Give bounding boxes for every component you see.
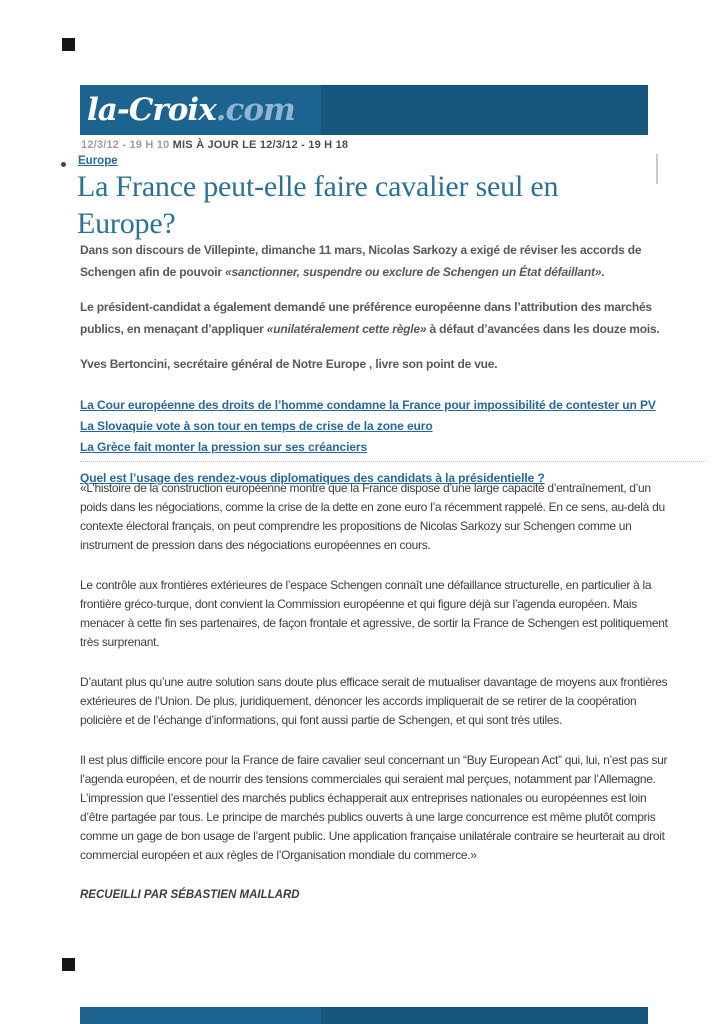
lead-paragraph-2 — [80, 297, 662, 340]
lead-paragraph-1 — [80, 240, 662, 283]
published-date: 12/3/12 - 19 H 10 — [81, 139, 170, 151]
body-paragraph-2: Le contrôle aux frontières extérieures de l’espace Schengen connaît une défaillance structurelle, en particulier à la frontière gréco-turque, dont convient la Commission européenne et qui figure déjà sur l’agenda européen. Mais menacer à cette fin ses partenaires, de façon frontale et agressive, de sortir la France de Schengen est politiquement très surprenant. — [80, 578, 668, 649]
body-paragraph-4: Il est plus difficile encore pour la France de faire cavalier seul concernant un “Buy European Act” qui, lui, n’est pas sur l’agenda européen, et de nourrir des tensions commerciales qui seraient mal perçues, notamment par l’Allemagne. L’impression que l’essentiel des marchés publics échapperait aux entreprises nationales ou européennes est loin d’être partagée par tous. Le principe de marchés publics ouverts à une large concurrence est même plutôt compris comme un gage de bon usage de l’argent public. Une application française unilatérale contraire se heurterait au droit commercial européen et aux règles de l’Organisation mondiale du commerce.» — [80, 753, 668, 862]
article-body — [80, 479, 675, 926]
brand-suffix: .com — [215, 92, 295, 128]
article-title — [77, 168, 558, 242]
lead-quote: «sanctionner, suspendre ou exclure de Schengen un État défaillant» — [225, 264, 602, 279]
related-links — [80, 395, 706, 489]
lead-paragraph-3: Yves Bertoncini, secrétaire général de Notre Europe , livre son point de vue. — [80, 357, 498, 371]
related-link-1[interactable]: La Cour européenne des droits de l’homme condamne la France pour impossibilité de contester un PV — [80, 398, 656, 412]
related-link-3[interactable]: La Grèce fait monter la pression sur ses créanciers — [80, 440, 368, 454]
masthead-banner — [80, 85, 648, 135]
lead-text: Dans son discours de Villepinte, dimanche 11 mars, Nicolas Sarkozy a exigé de réviser les accords de Schengen afin de pouvoir — [80, 243, 642, 279]
title-line-1: La France peut-elle faire cavalier seul en — [77, 170, 559, 203]
body-paragraph-3: D’autant plus qu’une autre solution sans doute plus efficace serait de mutualiser davantage de moyens aux frontières extérieures de l’Union. De plus, juridiquement, dénoncer les accords impliquerait de se retirer de la coopération policière et de l’échange d’informations, qui font aussi partie de Schengen, et qui sont très utiles. — [80, 675, 668, 727]
lead-tail: . — [601, 264, 605, 279]
article-lead — [80, 240, 662, 390]
list-bullet-icon — [61, 162, 66, 167]
dateline — [81, 139, 348, 151]
lead-text: Le président-candidat a également demandé une préférence européenne dans l’attribution des marchés publics, en menaçant d’appliquer — [80, 300, 652, 336]
section-link-europe[interactable]: Europe — [78, 155, 118, 167]
body-paragraph-1: «L’histoire de la construction européenne montre que la France dispose d’une large capacité d’entraînement, d’un poids dans les négociations, comme la crise de la dette en zone euro l’a récemment rappelé. En ce sens, au-delà du contexte électoral français, on peut comprendre les propositions de Nicolas Sarkozy sur Schengen comme un instrument de pression dans des négociations européennes en cours. — [80, 481, 665, 552]
dotted-separator — [80, 461, 706, 462]
title-line-2: Europe? — [77, 207, 176, 240]
print-artifact-square-bottom — [62, 958, 75, 971]
updated-date: MIS À JOUR LE 12/3/12 - 19 H 18 — [172, 139, 349, 151]
lacroix-logo — [80, 85, 321, 135]
print-artifact-square-top — [62, 38, 75, 51]
related-link-2[interactable]: La Slovaquie vote à son tour en temps de crise de la zone euro — [80, 419, 433, 433]
next-page-banner-artifact — [80, 1007, 648, 1024]
lead-quote: «unilatéralement cette règle» — [266, 321, 427, 336]
lead-tail: à défaut d’avancées dans les douze mois. — [426, 321, 660, 336]
caret-artifact-line — [656, 154, 658, 184]
byline: RECUEILLI PAR SÉBASTIEN MAILLARD — [80, 889, 300, 901]
brand-name: la-Croix — [87, 92, 216, 128]
related-link-4[interactable]: Quel est l’usage des rendez-vous diplomatiques des candidats à la présidentielle ? — [80, 471, 545, 485]
next-page-logo-artifact — [80, 1007, 321, 1024]
